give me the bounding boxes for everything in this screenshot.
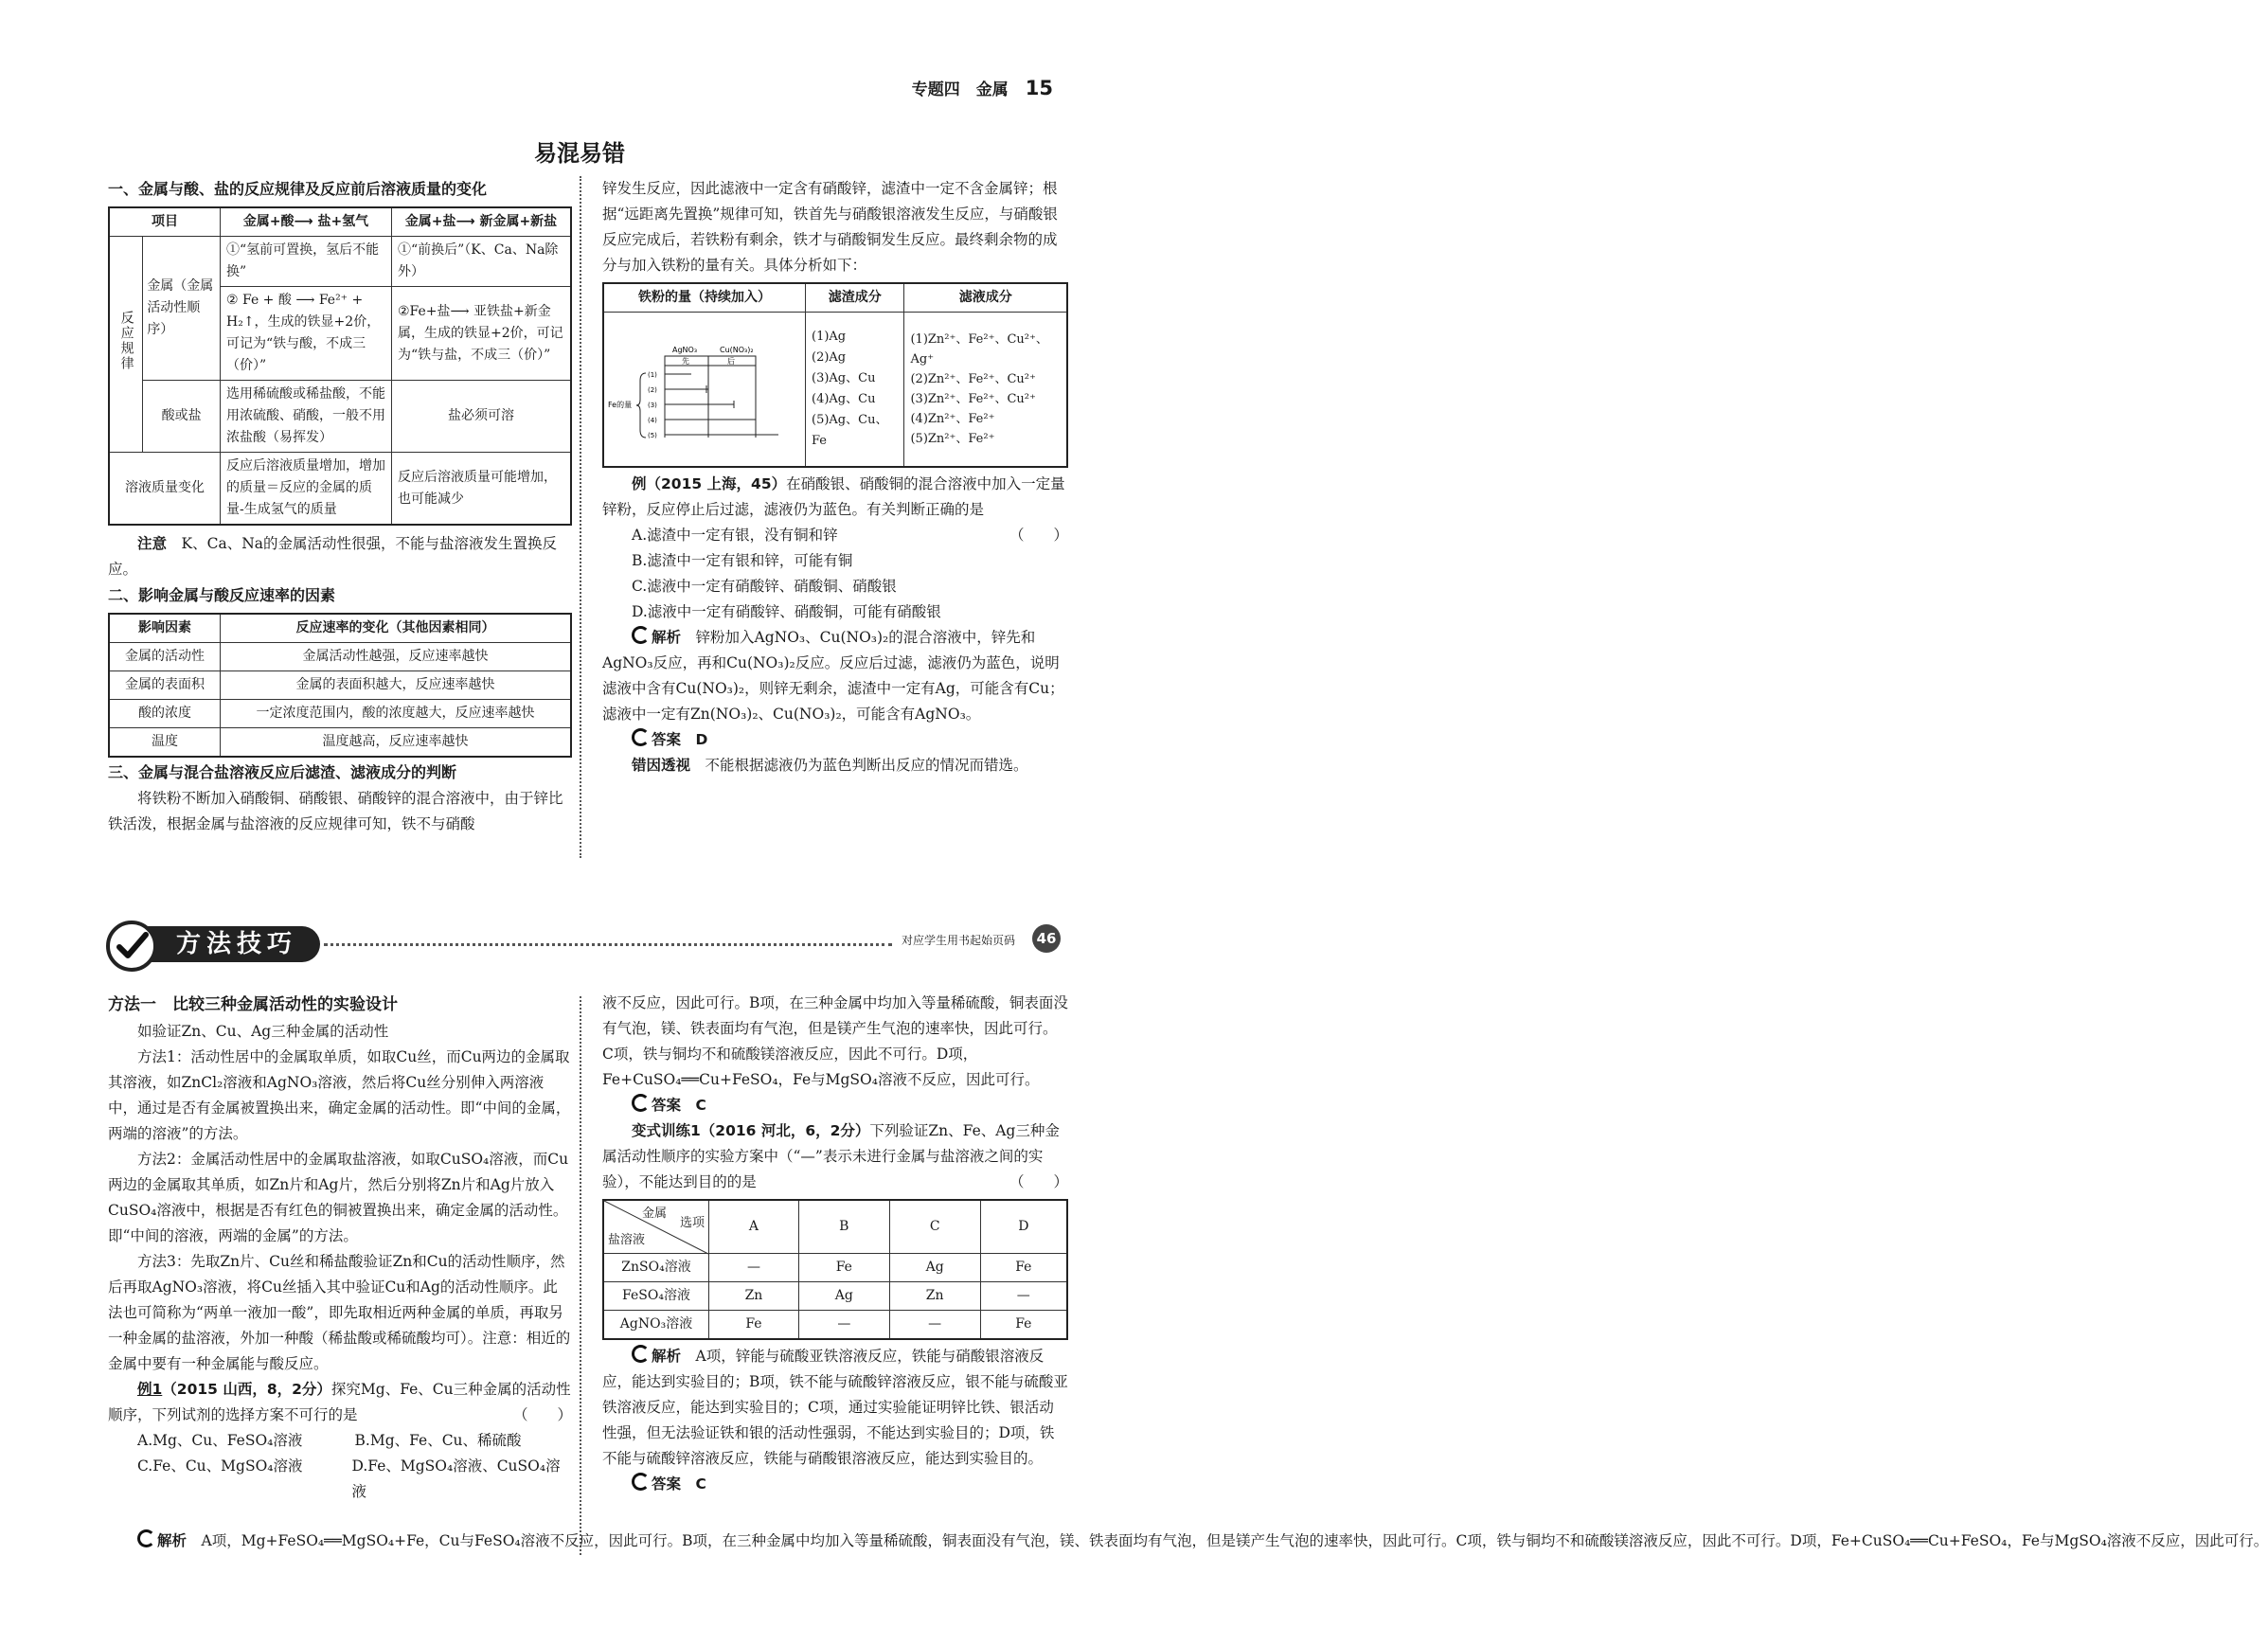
column-divider bbox=[580, 176, 581, 858]
fe-amount-label: Fe的量 bbox=[608, 401, 633, 409]
cell-r2c1: ② Fe + 酸 ⟶ Fe²⁺ + H₂↑，生成的铁显+2价，可记为“铁与酸，不成三（价）” bbox=[221, 287, 392, 381]
page-ref-number: 46 bbox=[1032, 924, 1061, 953]
example1-options-cd bbox=[108, 1454, 572, 1505]
variant1-stem: 变式训练1（2016 河北，6，2分）下列验证Zn、Fe、Ag三种金属活动性顺序的实验方案中（“—”表示未进行金属与盐溶液之间的实验），不能达到目的的是 （ ） bbox=[602, 1122, 1068, 1190]
iron-powder-table bbox=[602, 282, 1068, 468]
table-row: 金属的活动性 bbox=[109, 643, 221, 671]
page-ref-label: 对应学生用书起始页码 bbox=[902, 934, 1016, 947]
corner-salt: 盐溶液 bbox=[608, 1232, 646, 1247]
method-banner bbox=[104, 921, 1061, 968]
table-cell: — bbox=[709, 1253, 799, 1281]
iron-header-amount: 铁粉的量（持续加入） bbox=[603, 283, 806, 313]
table-row: 温度 bbox=[109, 728, 221, 758]
table-cell: Fe bbox=[980, 1310, 1067, 1339]
rate-factor-table bbox=[108, 613, 572, 758]
cell-r1c2: ①“前换后”（K、Ca、Na除外） bbox=[391, 237, 571, 287]
analysis-icon bbox=[632, 1345, 650, 1363]
residue-item: (2)Ag bbox=[812, 350, 847, 365]
reaction-rule-group: 反应规律 bbox=[109, 237, 143, 453]
rate-header-factor: 影响因素 bbox=[109, 614, 221, 643]
variant1-table bbox=[602, 1199, 1068, 1340]
corner-metal: 金属 bbox=[642, 1207, 668, 1221]
row-mass-change: 溶液质量变化 bbox=[109, 453, 221, 526]
example1-analysis-start bbox=[108, 1529, 2268, 1554]
page-header bbox=[912, 76, 1053, 99]
table-cell: Fe bbox=[980, 1253, 1067, 1281]
method1-intro: 如验证Zn、Cu、Ag三种金属的活动性 bbox=[137, 1023, 389, 1040]
table-cell: — bbox=[889, 1310, 980, 1339]
table-cell: Ag bbox=[798, 1281, 889, 1310]
option-c: C.Fe、Cu、MgSO₄溶液 bbox=[137, 1457, 303, 1475]
table-cell: 金属的表面积越大，反应速率越快 bbox=[221, 671, 572, 700]
analysis-icon bbox=[632, 626, 650, 644]
example1-stem: 例1（2015 山西，8，2分）探究Mg、Fe、Cu三种金属的活动性顺序，下列试剂的选择方案不可行的是 （ ） bbox=[108, 1381, 572, 1423]
metal-reaction-table bbox=[108, 206, 572, 526]
iron-amount-diagram bbox=[606, 314, 792, 456]
col-b: B bbox=[798, 1200, 889, 1253]
mark-5: (5) bbox=[648, 432, 657, 439]
table-header-acid: 金属+酸⟶ 盐+氢气 bbox=[221, 207, 392, 237]
section-label: 专题四 金属 bbox=[911, 80, 1009, 99]
sub-acid-salt: 酸或盐 bbox=[143, 381, 221, 453]
part3-text1: 将铁粉不断加入硝酸铜、硝酸银、硝酸锌的混合溶液中，由于锌比铁活泼，根据金属与盐溶液的反应规律可知，铁不与硝酸 bbox=[108, 790, 563, 832]
filtrate-cell bbox=[904, 313, 1067, 468]
example1-options-ab bbox=[108, 1428, 572, 1454]
table-cell: — bbox=[798, 1310, 889, 1339]
cell-r2c2: ②Fe+盐⟶ 亚铁盐+新金属，生成的铁显+2价，可记为“铁与盐，不成三（价）” bbox=[391, 287, 571, 381]
mark-3: (3) bbox=[648, 402, 657, 409]
column-divider-2 bbox=[580, 996, 581, 1555]
iron-header-residue: 滤渣成分 bbox=[806, 283, 904, 313]
right-column-top bbox=[602, 176, 1068, 778]
corner-option: 选项 bbox=[679, 1216, 705, 1230]
residue-item: (1)Ag bbox=[812, 330, 847, 344]
table-cell: Zn bbox=[889, 1281, 980, 1310]
banner-dots bbox=[324, 943, 892, 946]
salt-cell: ZnSO₄溶液 bbox=[603, 1253, 709, 1281]
col-a: A bbox=[709, 1200, 799, 1253]
cell-r3c2: 盐必须可溶 bbox=[391, 381, 571, 453]
method1-way2: 方法2：金属活动性居中的金属取盐溶液，如取CuSO₄溶液，而Cu两边的金属取其单质，如Zn片和Ag片，然后分别将Zn片和Ag片放入CuSO₄溶液中，根据是否有红色的铜被置换出来，确定金属的活动性。即“中间的溶液，两端的金属”的方法。 bbox=[108, 1151, 569, 1244]
page-title: 易混易错 bbox=[534, 140, 625, 167]
salt-cell: FeSO₄溶液 bbox=[603, 1281, 709, 1310]
option-a: A.滤渣中一定有银，没有铜和锌 bbox=[632, 527, 838, 544]
residue-item: (4)Ag、Cu bbox=[812, 392, 876, 406]
example0-analysis: 解析 锌粉加入AgNO₃、Cu(NO₃)₂的混合溶液中，锌先和AgNO₃反应，再和Cu(NO₃)₂反应。反应后过滤，滤液仍为蓝色，说明滤液中含有Cu(NO₃)₂，则锌无剩余，滤渣中一定有Ag，可能含有Cu；滤液中一定有Zn(NO₃)₂、Cu(NO₃)₂，可能含有AgNO₃。 bbox=[602, 625, 1068, 727]
option-d: D.Fe、MgSO₄溶液、CuSO₄溶液 bbox=[351, 1457, 561, 1500]
salt-cell: AgNO₃溶液 bbox=[603, 1310, 709, 1339]
col-c: C bbox=[889, 1200, 980, 1253]
mark-4: (4) bbox=[648, 417, 657, 424]
first-label: 先 bbox=[682, 357, 689, 366]
cuno3-label: Cu(NO₃)₂ bbox=[720, 346, 754, 354]
residue-item: (5)Ag、Cu、Fe bbox=[812, 413, 888, 448]
option-b: B.Mg、Fe、Cu、稀硫酸 bbox=[354, 1432, 522, 1449]
part1-heading: 一、金属与酸、盐的反应规律及反应前后溶液质量的变化 bbox=[108, 180, 488, 198]
answer-icon bbox=[632, 1473, 650, 1491]
answer-icon bbox=[632, 728, 650, 746]
iron-header-filtrate: 滤液成分 bbox=[904, 283, 1067, 313]
cell-r4c1: 反应后溶液质量增加，增加的质量＝反应的金属的质量-生成氢气的质量 bbox=[221, 453, 392, 526]
cell-r3c1: 选用稀硫酸或稀盐酸，不能用浓硫酸、硝酸，一般不用浓盐酸（易挥发） bbox=[221, 381, 392, 453]
example0-answer: 答案 D bbox=[602, 727, 1068, 753]
table-cell: 温度越高，反应速率越快 bbox=[221, 728, 572, 758]
after-label: 后 bbox=[727, 357, 735, 366]
part2-heading: 二、影响金属与酸反应速率的因素 bbox=[108, 586, 336, 604]
note-paragraph: 注意 K、Ca、Na的金属活动性很强，不能与盐溶液发生置换反应。 bbox=[108, 535, 558, 578]
filtrate-item: (2)Zn²⁺、Fe²⁺、Cu²⁺ bbox=[910, 372, 1036, 386]
rate-header-change: 反应速率的变化（其他因素相同） bbox=[221, 614, 572, 643]
table-row bbox=[603, 1310, 1067, 1339]
table-row bbox=[603, 1281, 1067, 1310]
table-header-item: 项目 bbox=[109, 207, 221, 237]
variant1-answer: 答案 C bbox=[602, 1472, 1068, 1497]
table-cell: Fe bbox=[798, 1253, 889, 1281]
filtrate-item: (5)Zn²⁺、Fe²⁺ bbox=[910, 432, 995, 446]
left-column-top bbox=[108, 176, 572, 837]
banner-title: 方法技巧 bbox=[131, 926, 320, 962]
table-cell: 一定浓度范围内，酸的浓度越大，反应速率越快 bbox=[221, 700, 572, 728]
example0-error: 错因透视 不能根据滤液仍为蓝色判断出反应的情况而错选。 bbox=[632, 757, 1028, 774]
table-cell: Zn bbox=[709, 1281, 799, 1310]
option-b: B.滤渣中一定有银和锌，可能有铜 bbox=[632, 552, 853, 569]
option-d: D.滤液中一定有硝酸锌、硝酸铜，可能有硝酸银 bbox=[632, 603, 941, 620]
filtrate-item: (1)Zn²⁺、Fe²⁺、Cu²⁺、Ag⁺ bbox=[910, 332, 1048, 367]
left-column-bottom bbox=[108, 991, 572, 1505]
table-header-salt: 金属+盐⟶ 新金属+新盐 bbox=[391, 207, 571, 237]
check-icon bbox=[106, 921, 157, 972]
mark-2: (2) bbox=[648, 386, 657, 394]
page-number: 15 bbox=[1025, 77, 1053, 99]
example0-stem: 例（2015 上海，45）在硝酸银、硝酸铜的混合溶液中加入一定量锌粉，反应停止后过滤，滤液仍为蓝色。有关判断正确的是 （ ） bbox=[602, 475, 1068, 544]
residue-cell bbox=[806, 313, 904, 468]
table-row: 酸的浓度 bbox=[109, 700, 221, 728]
part3-text2: 锌发生反应，因此滤液中一定含有硝酸锌，滤渣中一定不含金属锌；根据“远距离先置换”规律可知，铁首先与硝酸银溶液发生反应，与硝酸银反应完成后，若铁粉有剩余，铁才与硝酸铜发生反应。最终剩余物的成分与加入铁粉的量有关。具体分析如下： bbox=[602, 180, 1058, 274]
residue-item: (3)Ag、Cu bbox=[812, 371, 876, 385]
cell-r1c1: ①“氢前可置换，氢后不能换” bbox=[221, 237, 392, 287]
sub-metal: 金属（金属活动性顺序） bbox=[143, 237, 221, 381]
table-row bbox=[603, 1253, 1067, 1281]
table-cell: Ag bbox=[889, 1253, 980, 1281]
example1-analysis-cont: 液不反应，因此可行。B项，在三种金属中均加入等量稀硫酸，铜表面没有气泡，镁、铁表面均有气泡，但是镁产生气泡的速率快，因此可行。C项，铁与铜均不和硫酸镁溶液反应，因此不可行。D项，Fe+CuSO₄══Cu+FeSO₄，Fe与MgSO₄溶液不反应，因此可行。 bbox=[602, 994, 1068, 1088]
method1-way3: 方法3：先取Zn片、Cu丝和稀盐酸验证Zn和Cu的活动性顺序，然后再取AgNO₃溶液，将Cu丝插入其中验证Cu和Ag的活动性顺序。此法也可简称为“两单一液加一酸”，即先取相近两种金属的单质，再取另一种金属的盐溶液，外加一种酸（稀盐酸或稀硫酸均可）。注意：相近的金属中要有一种金属能与酸反应。 bbox=[108, 1253, 571, 1372]
filtrate-item: (3)Zn²⁺、Fe²⁺、Cu²⁺ bbox=[910, 392, 1036, 406]
table-cell: 金属活动性越强，反应速率越快 bbox=[221, 643, 572, 671]
answer-icon bbox=[632, 1094, 650, 1112]
part3-heading: 三、金属与混合盐溶液反应后滤渣、滤液成分的判断 bbox=[108, 763, 457, 781]
table-cell: Fe bbox=[709, 1310, 799, 1339]
corner-cell bbox=[603, 1200, 709, 1253]
variant1-analysis: 解析 A项，锌能与硫酸亚铁溶液反应，铁能与硝酸银溶液反应，能达到实验目的；B项，铁不能与硫酸锌溶液反应，银不能与硫酸亚铁溶液反应，能达到实验目的；C项，通过实验能证明锌比铁、银活动性强，但无法验证铁和银的活动性强弱，不能达到实验目的；D项，铁不能与硫酸锌溶液反应，铁能与硝酸银溶液反应，能达到实验目的。 bbox=[602, 1344, 1068, 1472]
fe-lines bbox=[648, 371, 778, 439]
cell-r4c2: 反应后溶液质量可能增加，也可能减少 bbox=[391, 453, 571, 526]
option-c: C.滤液中一定有硝酸锌、硝酸铜、硝酸银 bbox=[632, 578, 897, 595]
method1-way1: 方法1：活动性居中的金属取单质，如取Cu丝，而Cu两边的金属取其溶液，如ZnCl₂溶液和AgNO₃溶液，然后将Cu丝分别伸入两溶液中，通过是否有金属被置换出来，确定金属的活动性。即“中间的金属，两端的溶液”的方法。 bbox=[108, 1048, 571, 1142]
analysis-icon bbox=[137, 1529, 155, 1547]
col-d: D bbox=[980, 1200, 1067, 1253]
analysis-line: 解析 A项，Mg+FeSO₄══MgSO₄+Fe，Cu与FeSO₄溶液不反应，因此可行。B项，在三种金属中均加入等量稀硫酸，铜表面没有气泡，镁、铁表面均有气泡，但是镁产生气泡的速率快，因此可行。C项，铁与铜均不和硫酸镁溶液反应，因此不可行。D项，Fe+CuSO₄══Cu+FeSO₄，Fe与MgSO₄溶液不反应，因此可行。 bbox=[108, 1529, 572, 1554]
right-column-bottom bbox=[602, 991, 1068, 1497]
table-row: 金属的表面积 bbox=[109, 671, 221, 700]
filtrate-item: (4)Zn²⁺、Fe²⁺ bbox=[910, 412, 995, 426]
example1-answer: 答案 C bbox=[602, 1093, 1068, 1118]
method1-heading: 方法一 比较三种金属活动性的实验设计 bbox=[108, 995, 398, 1014]
agno3-label: AgNO₃ bbox=[672, 346, 698, 354]
option-a: A.Mg、Cu、FeSO₄溶液 bbox=[137, 1432, 303, 1449]
table-cell: — bbox=[980, 1281, 1067, 1310]
iron-diagram-cell bbox=[603, 313, 806, 468]
mark-1: (1) bbox=[648, 371, 657, 379]
